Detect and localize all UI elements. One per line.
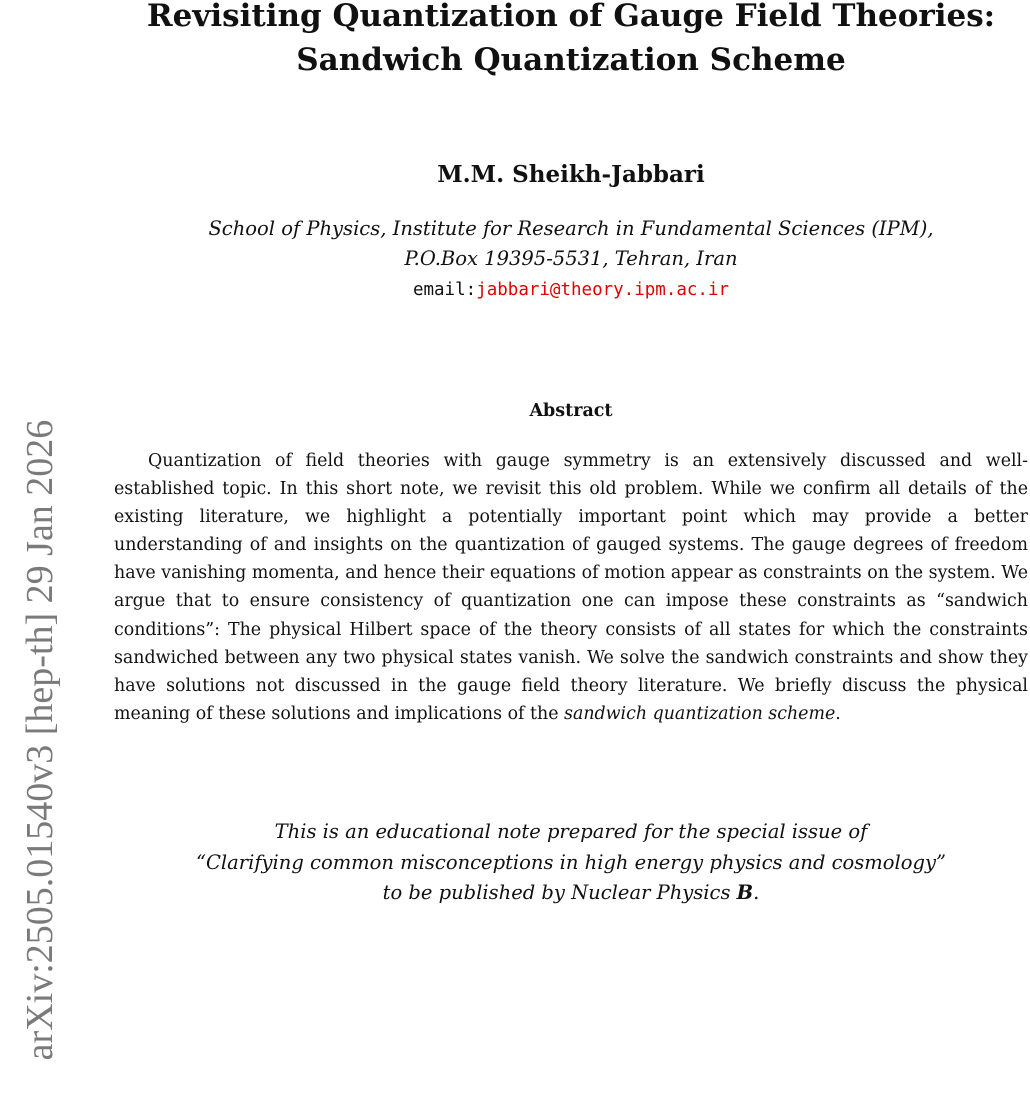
title-line-1: Revisiting Quantization of Gauge Field Theories: [146, 0, 996, 34]
abstract-body [114, 447, 1028, 728]
abstract-heading: Abstract [529, 401, 613, 421]
title-line-2: Sandwich Quantization Scheme [296, 42, 846, 78]
paper-title [112, 0, 1030, 82]
abstract-text: Quantization of field theories with gauge symmetry is an extensively discussed and well-established topic. In this short note, we revisit this old problem. While we confirm all details of the existing literature, we highlight a potentially important point which may provide a better understanding of and insights on the quantization of gauged systems. The gauge degrees of freedom have vanishing momenta, and hence their equations of motion appear as constraints on the system. We argue that to ensure consistency of quantization one can impose these constraints as “sandwich conditions”: The physical Hilbert space of the theory consists of all states for which the constraints sandwiched between any two physical states vanish. We solve the sandwich constraints and show they have solutions not discussed in the gauge field theory literature. We briefly discuss the physical meaning of these solutions and implications of the [114, 451, 1028, 724]
journal-letter: B [736, 881, 754, 904]
affiliation-line-2: P.O.Box 19395-5531, Tehran, Iran [404, 247, 738, 270]
email-line [112, 275, 1030, 305]
note-line-3-suffix: . [753, 881, 760, 904]
email-link[interactable]: jabbari@theory.ipm.ac.ir [476, 280, 730, 300]
arxiv-identifier-sidebar: arXiv:2505.01540v3 [hep-th] 29 Jan 2026 [19, 419, 61, 1061]
affiliation [112, 214, 1030, 274]
publication-note [112, 817, 1030, 909]
note-line-2: “Clarifying common misconceptions in high energy physics and cosmology” [196, 850, 946, 874]
author-name: M.M. Sheikh-Jabbari [437, 161, 705, 188]
note-line-3-prefix: to be published by Nuclear Physics [382, 881, 737, 904]
note-line-3 [112, 878, 1030, 909]
abstract-emphasis: sandwich quantization scheme [564, 703, 836, 724]
email-label: email: [412, 280, 477, 300]
note-line-1: This is an educational note prepared for the special issue of [274, 820, 868, 843]
abstract-text-end: . [835, 703, 841, 724]
affiliation-line-1: School of Physics, Institute for Research in Fundamental Sciences (IPM), [208, 217, 934, 240]
